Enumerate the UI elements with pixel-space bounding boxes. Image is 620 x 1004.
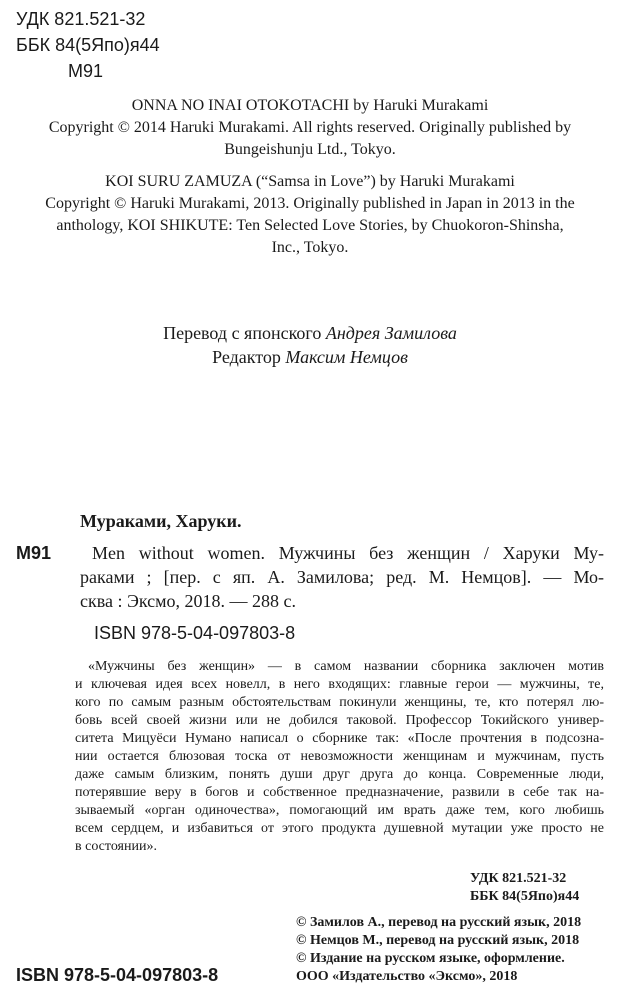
annotation-line: зываемый «орган одиночества», помогающий им врать даже тем, кого любишь	[75, 803, 604, 818]
translator-label: Перевод с японского	[163, 323, 322, 343]
footer-bbk: ББК 84(5Япо)я44	[470, 889, 580, 904]
copyright-line: ONNA NO INAI OTOKOTACHI by Haruki Murakami	[131, 97, 489, 114]
copyright-line: Bungeishunju Ltd., Tokyo.	[224, 141, 396, 158]
catalog-description-line: Men without women. Мужчины без женщин / Харуки Му-	[92, 543, 604, 563]
annotation-line: даже самым близким, понять души друг друга до конца. Современные люди,	[75, 767, 604, 782]
catalog-heading: Мураками, Харуки.	[80, 511, 242, 531]
rights-line: © Замилов А., перевод на русский язык, 2018	[296, 915, 582, 930]
footer-isbn: ISBN 978-5-04-097803-8	[16, 965, 219, 985]
copyright-line: Copyright © Haruki Murakami, 2013. Originally published in Japan in 2013 in the	[45, 195, 575, 212]
editor-name: Максим Немцов	[285, 347, 408, 367]
catalog-description-line: раками ; [пер. с яп. А. Замилова; ред. М. Немцов]. — Мо-	[80, 567, 604, 587]
rights-line: © Издание на русском языке, оформление.	[296, 951, 565, 966]
rights-line: © Немцов М., перевод на русский язык, 2018	[296, 933, 580, 948]
annotation-line: бовь всей своей жизни или не добился таковой. Профессор Токийского универ-	[75, 713, 604, 728]
annotation-line: кого по самым разным обстоятельствам покинули женщины, те, кто потерял лю-	[75, 695, 604, 710]
annotation-line: потерявшие веру в богов и собственное предназначение, развили в себе так на-	[75, 785, 604, 800]
footer-udk: УДК 821.521-32	[470, 871, 567, 886]
catalog-isbn: ISBN 978-5-04-097803-8	[94, 623, 296, 643]
copyright-line: KOI SURU ZAMUZA (“Samsa in Love”) by Haruki Murakami	[105, 173, 515, 190]
editor-credit	[0, 346, 620, 368]
catalog-description-line: сква : Эксмо, 2018. — 288 с.	[80, 591, 297, 611]
udk-code: УДК 821.521-32	[16, 9, 146, 29]
catalog-mark: М91	[16, 543, 52, 563]
copyright-line: anthology, KOI SHIKUTE: Ten Selected Love Stories, by Chuokoron-Shinsha,	[56, 217, 564, 234]
translator-credit	[0, 322, 620, 344]
annotation-line: ситета Мицуёси Нумано написал о сборнике так: «После прочтения в подсозна-	[75, 731, 604, 746]
copyright-line: Copyright © 2014 Haruki Murakami. All rights reserved. Originally published by	[48, 119, 572, 136]
translator-name: Андрея Замилова	[325, 323, 457, 343]
annotation-line: и ключевая идея всех новелл, в него входящих: главные герои — мужчины, те,	[75, 677, 604, 692]
rights-line: ООО «Издательство «Эксмо», 2018	[296, 969, 518, 984]
annotation-line: нии остается блюзовая тоска от невозможности женщинам и мужчинам, пусть	[75, 749, 604, 764]
bbk-code: ББК 84(5Япо)я44	[16, 35, 160, 55]
annotation-line: всем сердцем, и избавиться от этого продукта душевной мутации уже просто не	[75, 821, 604, 836]
annotation-line: в состоянии».	[75, 839, 157, 854]
author-mark: М91	[68, 61, 104, 81]
annotation-line: «Мужчины без женщин» — в самом названии сборника заключен мотив	[88, 659, 604, 674]
copyright-line: Inc., Tokyo.	[271, 239, 349, 256]
editor-label: Редактор	[212, 347, 281, 367]
